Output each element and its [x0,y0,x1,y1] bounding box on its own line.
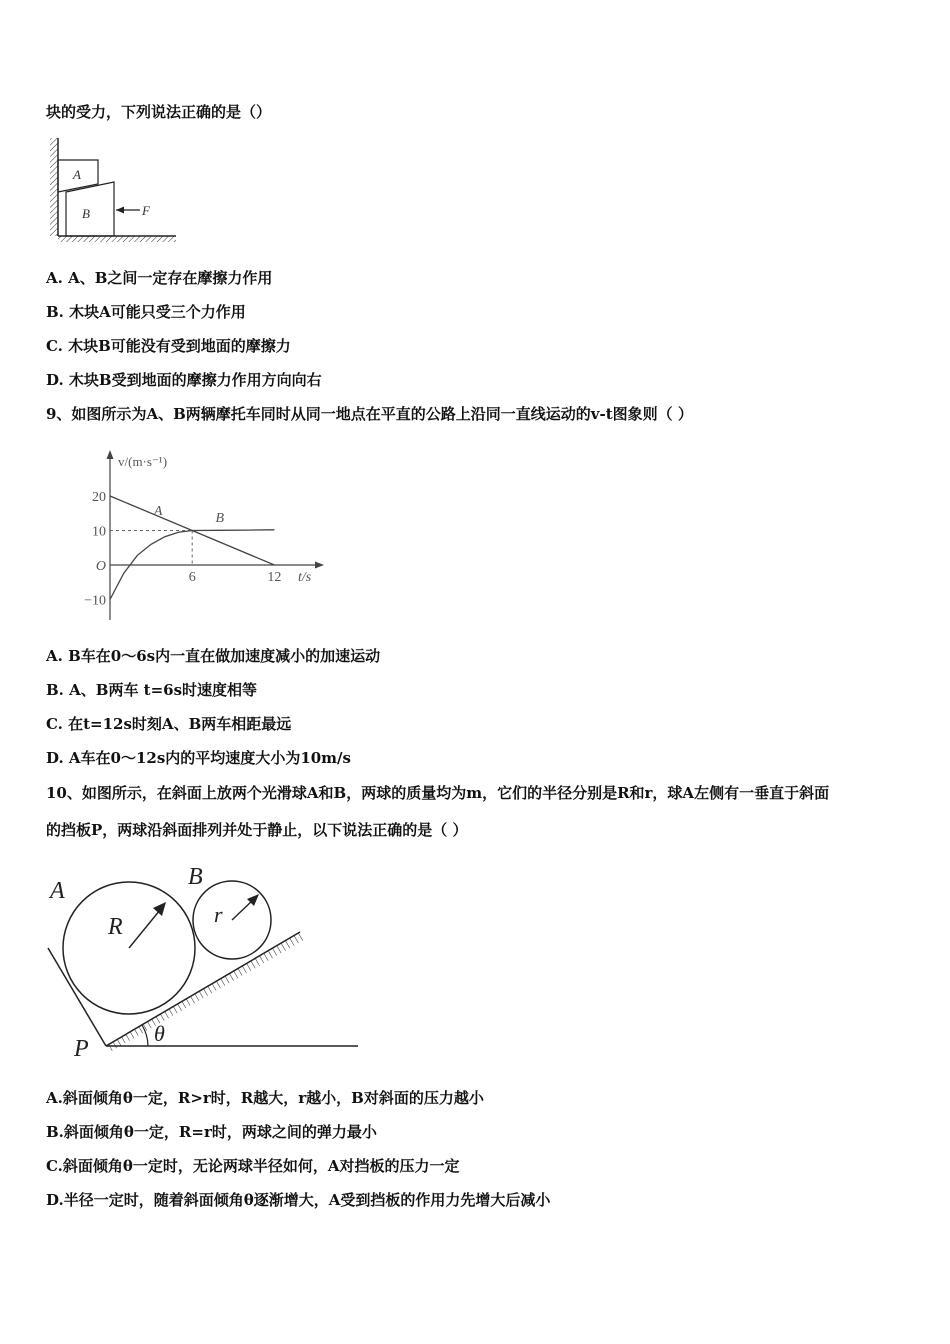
block-b [66,182,114,236]
q9-option-d: D. A车在0～12s内的平均速度大小为10m/s [46,749,351,767]
wall-hatch [50,138,58,236]
y-tick-label: O [95,559,106,574]
x-axis-label: t/s [298,570,312,585]
incline-hatch [106,932,304,1052]
label-theta: θ [154,1021,165,1046]
q9-stem: 9、如图所示为A、B两辆摩托车同时从同一地点在平直的公路上沿同一直线运动的v-t图象则（ ） [46,405,693,423]
ground-hatch [58,236,176,242]
y-tick-label: −10 [84,593,106,609]
label-a: A [50,878,65,904]
q8-option-a: A. A、B之间一定存在摩擦力作用 [46,269,273,287]
series-a-label: A [153,503,163,519]
q8-option-b: B. 木块A可能只受三个力作用 [46,303,246,321]
label-a: A [73,167,81,182]
q10-option-d: D.半径一定时，随着斜面倾角θ逐渐增大，A受到挡板的作用力先增大后减小 [46,1191,551,1209]
q10-stem-line2: 的挡板P，两球沿斜面排列并处于静止，以下说法正确的是（ ） [46,821,468,839]
q8-block-figure [46,132,186,244]
q8-option-d: D. 木块B受到地面的摩擦力作用方向向右 [46,371,322,389]
x-axis-arrow [315,562,324,569]
label-b: B [82,206,90,221]
q8-option-c: C. 木块B可能没有受到地面的摩擦力 [46,337,291,355]
y-axis-label: v/(m·s⁻¹) [118,454,168,469]
baffle-p [48,948,106,1046]
q10-incline-figure [40,856,370,1066]
radius-r-arrow [129,910,160,948]
x-tick-label: 12 [267,570,282,585]
series-b-label: B [215,510,225,526]
x-tick-label: 6 [188,570,196,585]
label-f: F [142,203,150,218]
y-tick-label: 20 [92,490,106,505]
y-tick-label: 10 [92,524,106,540]
q10-stem-line1: 10、如图所示，在斜面上放两个光滑球A和B，两球的质量均为m，它们的半径分别是R和r，球A左侧有一垂直于斜面 [46,784,830,802]
label-p: P [74,1036,89,1062]
force-arrowhead [116,207,124,214]
q9-option-a: A. B车在0～6s内一直在做加速度减小的加速运动 [46,647,381,665]
label-small-r: r [214,902,223,927]
vt-graph [72,446,336,626]
q10-option-c: C.斜面倾角θ一定时，无论两球半径如何，A对挡板的压力一定 [46,1157,460,1175]
radius-small-r-arrow [232,900,253,920]
incline-surface [106,932,300,1046]
radius-r-arrowhead [153,902,166,916]
label-b: B [188,864,203,890]
q10-option-b: B.斜面倾角θ一定，R=r时，两球之间的弹力最小 [46,1123,377,1141]
y-axis-arrow [107,450,114,459]
label-big-r: R [108,914,123,940]
vt-axes [107,450,325,620]
q9-option-b: B. A、B两车 t=6s时速度相等 [46,681,258,699]
q9-option-c: C. 在t=12s时刻A、B两车相距最远 [46,715,292,733]
q10-option-a: A.斜面倾角θ一定，R>r时，R越大，r越小，B对斜面的压力越小 [46,1089,484,1107]
q8-stem-tail: 块的受力，下列说法正确的是（） [46,103,272,121]
